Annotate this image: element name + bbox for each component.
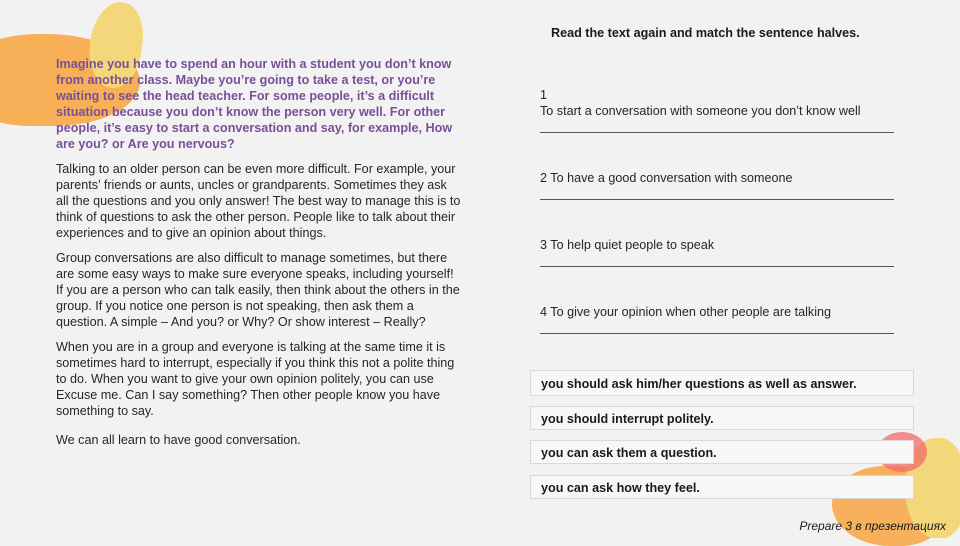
reading-intro: Imagine you have to spend an hour with a student you don’t know from another class. Maybe you’re going to take a test, or you’re waiting to see the head teacher. For some people, it’s a difficult situation because you don’t know the person very well. For other people, it’s easy to start a conversation and say, for example, How are you? or Are you nervous? — [56, 57, 453, 151]
reading-paragraph-5: We can all learn to have good conversation. — [56, 433, 301, 447]
footer-note: Prepare 3 в презентациях — [799, 519, 946, 533]
question-2 — [540, 170, 894, 200]
question-1-text: To start a conversation with someone you don’t know well — [540, 104, 861, 118]
question-4-text: 4 To give your opinion when other people are talking — [540, 305, 832, 319]
question-2-text: 2 To have a good conversation with someone — [540, 171, 793, 185]
answer-line-2[interactable] — [540, 198, 894, 200]
answer-option-3[interactable]: you can ask them a question. — [530, 440, 914, 464]
answer-line-4[interactable] — [540, 332, 894, 334]
question-3 — [540, 237, 894, 267]
reading-paragraph-3: Group conversations are also difficult to manage sometimes, but there are some easy ways to make sure everyone speaks, including yourself! If you are a person who can talk easily, then think about the others in the group. If you notice one person is not speaking, then ask them a question. A simple – And you? or Why? Or show interest – Really? — [56, 251, 460, 329]
answer-option-2[interactable]: you should interrupt politely. — [530, 406, 914, 430]
answer-line-3[interactable] — [540, 265, 894, 267]
reading-paragraph-2: Talking to an older person can be even more difficult. For example, your parents’ friends or aunts, uncles or grandparents. Sometimes they ask all the questions and you only answer! The best way to manage this is to think of questions to ask the other person. People like to talk about their experiences and to give an opinion about things. — [56, 162, 461, 240]
answer-option-1[interactable]: you should ask him/her questions as well as answer. — [530, 370, 914, 396]
question-3-text: 3 To help quiet people to speak — [540, 238, 715, 252]
answer-option-4[interactable]: you can ask how they feel. — [530, 475, 914, 499]
reading-text — [56, 56, 461, 457]
question-4 — [540, 304, 894, 334]
question-1 — [540, 87, 894, 133]
task-title: Read the text again and match the sentence halves. — [551, 26, 860, 40]
answer-line-1[interactable] — [540, 131, 894, 133]
question-1-number: 1 — [540, 88, 548, 102]
reading-paragraph-4: When you are in a group and everyone is talking at the same time it is sometimes hard to interrupt, especially if you think this not a polite thing to do. When you want to give your own opinion politely, you can use Excuse me. Can I say something? Then other people know you have something to say. — [56, 340, 455, 418]
